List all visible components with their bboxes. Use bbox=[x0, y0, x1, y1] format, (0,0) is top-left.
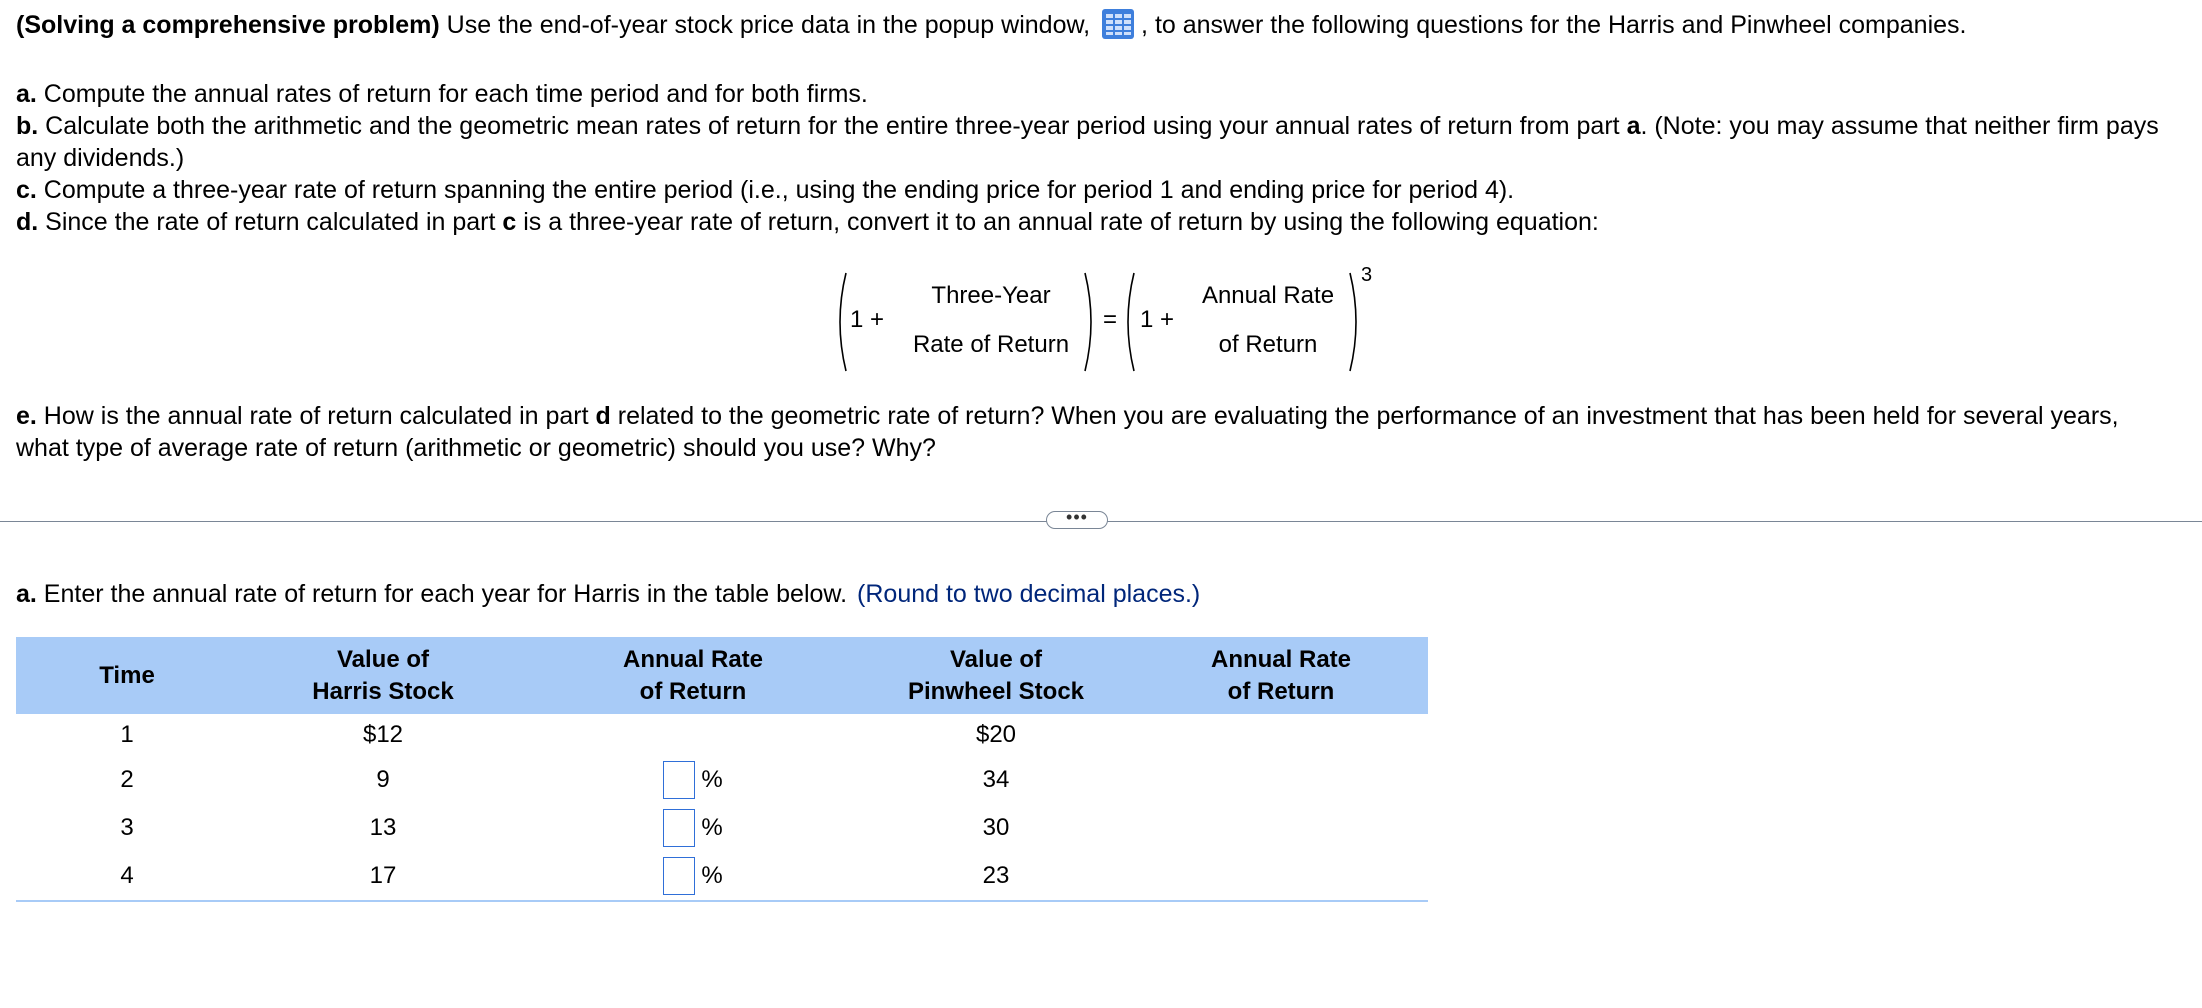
harris-value-cell: 13 bbox=[369, 814, 397, 841]
percent-sign: % bbox=[701, 766, 723, 793]
stock-data-table bbox=[16, 637, 1428, 902]
header-time: Time bbox=[16, 637, 238, 714]
expand-more-button[interactable]: ••• bbox=[1046, 511, 1108, 529]
harris-rate-cell bbox=[528, 852, 858, 901]
question-prompt: a. Enter the annual rate of return for each year for Harris in the table below. (Round to two decimal places.) bbox=[16, 580, 1201, 608]
part-c: c. Compute a three-year rate of return spanning the entire period (i.e., using the ending price for period 1 and ending price for period 4). bbox=[16, 176, 1515, 204]
harris-rate-input-year-2[interactable] bbox=[663, 761, 695, 799]
table-row bbox=[16, 714, 1428, 756]
table-header-row bbox=[16, 637, 1428, 714]
time-cell: 4 bbox=[16, 852, 238, 901]
pinwheel-value-cell: 23 bbox=[858, 852, 1134, 901]
pinwheel-value-cell: $20 bbox=[975, 721, 1017, 748]
table-row bbox=[16, 852, 1428, 901]
equation-right-bottom: of Return bbox=[1218, 331, 1318, 358]
pinwheel-rate-cell bbox=[1134, 804, 1428, 852]
equation-right-top: Annual Rate bbox=[1201, 282, 1335, 309]
time-cell: 2 bbox=[120, 766, 134, 793]
pinwheel-value-cell: 34 bbox=[982, 766, 1010, 793]
problem-lead: (Solving a comprehensive problem) bbox=[16, 11, 440, 39]
problem-parts bbox=[16, 78, 2186, 238]
harris-rate-cell bbox=[528, 804, 858, 852]
harris-rate-cell bbox=[528, 714, 858, 756]
part-a: a. Compute the annual rates of return for each time period and for both firms. bbox=[16, 80, 868, 108]
equation-left-bottom: Rate of Return bbox=[912, 331, 1070, 358]
harris-rate-input-year-4[interactable] bbox=[663, 857, 695, 895]
pinwheel-rate-cell bbox=[1134, 852, 1428, 901]
time-cell: 3 bbox=[120, 814, 134, 841]
percent-sign: % bbox=[701, 814, 723, 841]
return-equation bbox=[836, 265, 1376, 380]
equation-exponent: 3 bbox=[1361, 264, 1373, 286]
rounding-hint: (Round to two decimal places.) bbox=[857, 580, 1201, 608]
table-row bbox=[16, 804, 1428, 852]
table-row bbox=[16, 756, 1428, 804]
part-b: b. Calculate both the arithmetic and the geometric mean rates of return for the entire three-year period using your annual rates of return from part a. (Note: you may assume that neither firm pays any dividends.) bbox=[16, 112, 2159, 172]
pinwheel-rate-cell bbox=[1134, 756, 1428, 804]
intro-text-after: , to answer the following questions for the Harris and Pinwheel companies. bbox=[1141, 11, 1967, 39]
intro-text-before: Use the end-of-year stock price data in the popup window, bbox=[439, 11, 1098, 39]
equation-equals: = bbox=[1103, 306, 1118, 333]
header-harris-rate: Annual Rate of Return bbox=[528, 637, 858, 714]
problem-intro bbox=[16, 8, 2186, 42]
equation-right-one: 1 + bbox=[1140, 306, 1175, 333]
harris-value-cell: $12 bbox=[362, 721, 404, 748]
header-pinwheel-rate: Annual Rate of Return bbox=[1134, 637, 1428, 714]
pinwheel-value-cell: 30 bbox=[982, 814, 1010, 841]
part-e: e. How is the annual rate of return calculated in part d related to the geometric rate of return? When you are evaluating the performance of an investment that has been held for several years, what type of average rate of return (arithmetic or geometric) should you use? Why? bbox=[16, 402, 2119, 462]
percent-sign: % bbox=[701, 862, 723, 889]
data-table-icon[interactable] bbox=[1101, 8, 1135, 40]
harris-rate-cell bbox=[528, 756, 858, 804]
harris-value-cell: 9 bbox=[376, 766, 390, 793]
header-harris-value: Value of Harris Stock bbox=[238, 637, 528, 714]
header-pinwheel-value: Value of Pinwheel Stock bbox=[858, 637, 1134, 714]
harris-value-cell: 17 bbox=[238, 852, 528, 901]
time-cell: 1 bbox=[120, 721, 134, 748]
pinwheel-rate-cell bbox=[1134, 714, 1428, 756]
equation-left-one: 1 + bbox=[850, 306, 885, 333]
equation-left-top: Three-Year bbox=[931, 282, 1051, 309]
harris-rate-input-year-3[interactable] bbox=[663, 809, 695, 847]
part-d: d. Since the rate of return calculated in part c is a three-year rate of return, convert it to an annual rate of return by using the following equation: bbox=[16, 208, 1599, 236]
